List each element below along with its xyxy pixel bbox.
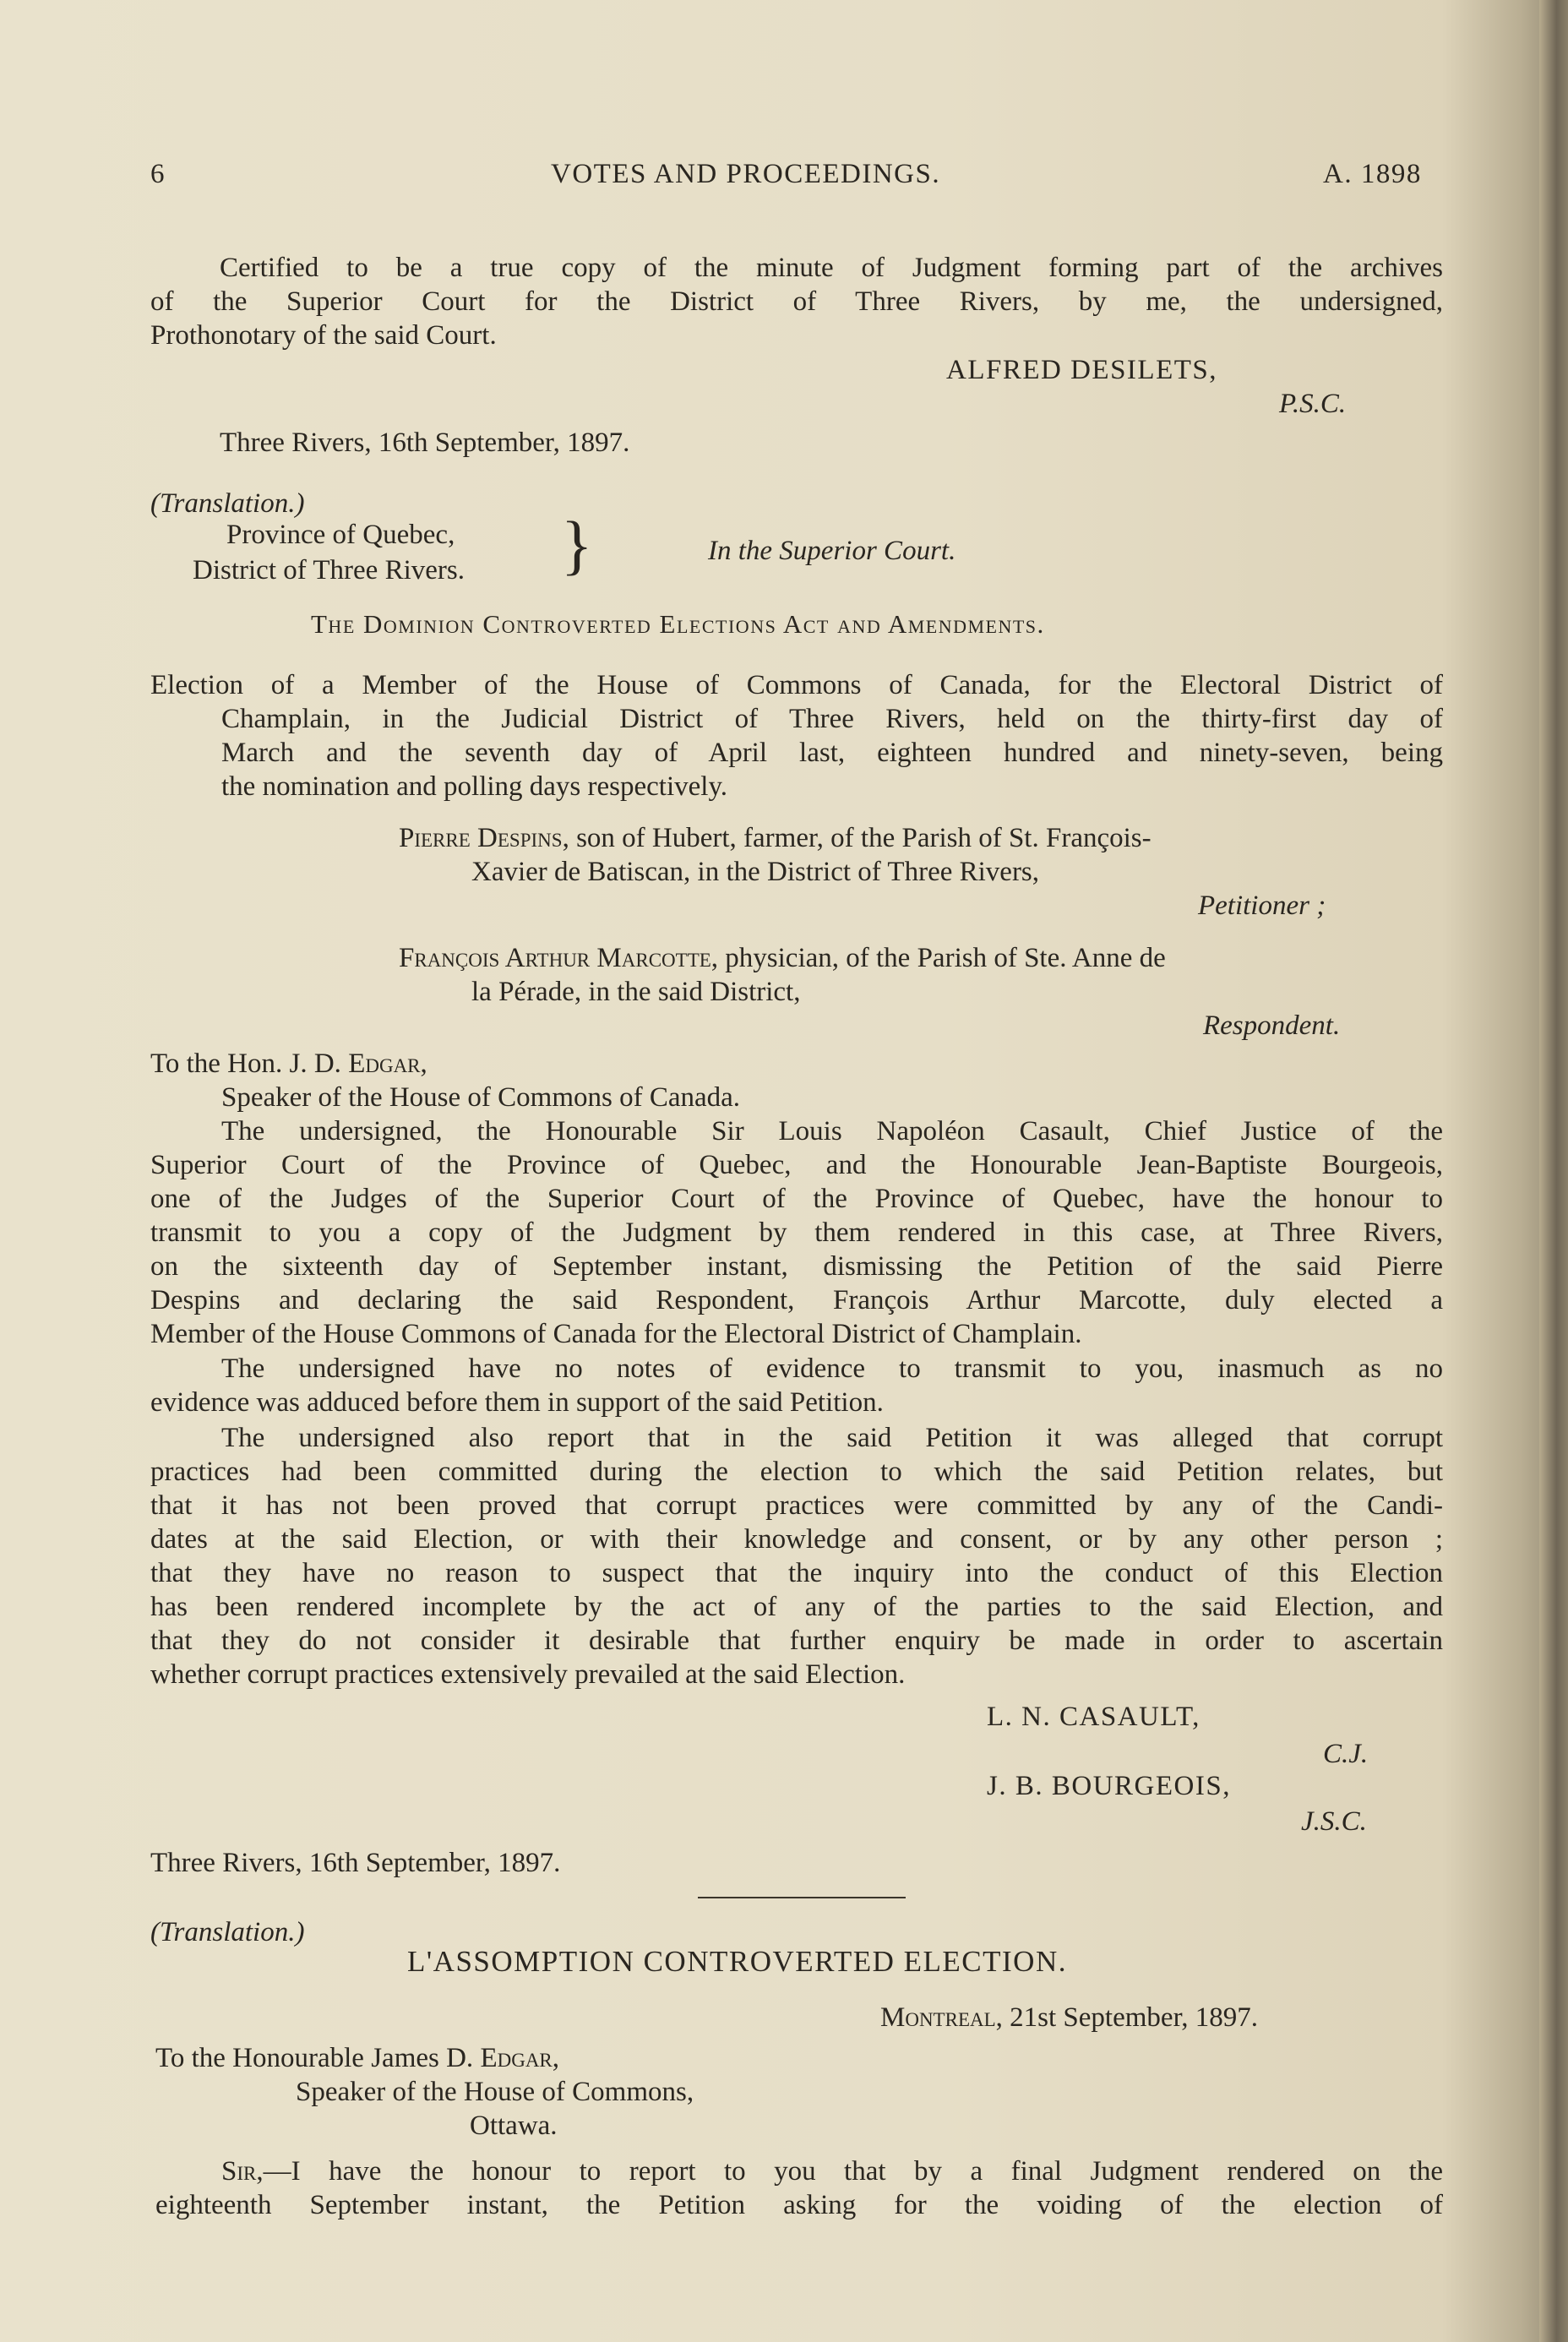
body-line-16: that they do not consider it desirable that further enquiry be made in order to ascertain: [150, 1626, 1443, 1656]
body-line-2: Superior Court of the Province of Quebec, and the Honourable Jean-Baptiste Bourgeois,: [150, 1150, 1443, 1180]
district-line: District of Three Rivers.: [193, 555, 465, 586]
election-line-3: March and the seventh day of April last, eighteen hundred and ninety-seven, being: [221, 738, 1443, 768]
addressee-line: [150, 1047, 427, 1081]
session-label: A. 1898: [1323, 159, 1422, 189]
body-line-17: whether corrupt practices extensively prevailed at the said Election.: [150, 1659, 906, 1690]
brace-icon: }: [561, 508, 593, 581]
page-number: 6: [150, 159, 165, 189]
dateline: [880, 2001, 1258, 2034]
province-line: Province of Quebec,: [226, 520, 455, 550]
translation-label-2: (Translation.): [150, 1917, 305, 1947]
letter-line-1-text: ,—I have the honour to report to you that by a final Judgment rendered on the: [256, 2156, 1443, 2187]
dateline-date: , 21st September, 1897.: [995, 2002, 1258, 2033]
certification-line-2: of the Superior Court for the District of Three Rivers, by me, the undersigned,: [150, 286, 1443, 317]
addressee-title: Speaker of the House of Commons of Canada.: [221, 1082, 741, 1113]
body-line-6: Despins and declaring the said Respondent, François Arthur Marcotte, duly elected a: [150, 1285, 1443, 1315]
body-line-5: on the sixteenth day of September instant, dismissing the Petition of the said Pierre: [150, 1251, 1443, 1282]
election-line-1: Election of a Member of the House of Commons of Canada, for the Electoral District of: [150, 670, 1443, 700]
letter-line-1: [221, 2154, 1443, 2188]
judgment-place-date: Three Rivers, 16th September, 1897.: [150, 1848, 561, 1878]
lassomption-heading: L'ASSOMPTION CONTROVERTED ELECTION.: [407, 1945, 1067, 1978]
act-heading: The Dominion Controverted Elections Act and Amendments.: [311, 609, 1045, 639]
petitioner-name: Pierre Despins: [399, 823, 563, 853]
respondent-line-2: la Pérade, in the said District,: [471, 977, 801, 1007]
dateline-place: Montreal: [880, 2002, 996, 2033]
petitioner-role: Petitioner ;: [1198, 891, 1326, 921]
certification-place-date: Three Rivers, 16th September, 1897.: [220, 428, 630, 458]
body-line-14: that they have no reason to suspect that the inquiry into the conduct of this Election: [150, 1558, 1443, 1588]
translation-label-1: (Translation.): [150, 488, 305, 519]
respondent-role: Respondent.: [1203, 1010, 1341, 1041]
petitioner-description: , son of Hubert, farmer, of the Parish of St. François-: [562, 823, 1152, 853]
addressee-line-2: [155, 2041, 559, 2075]
petitioner-line-1: [399, 821, 1152, 855]
salutation: Sir: [221, 2156, 257, 2187]
book-binding-edge: [1539, 0, 1568, 2342]
court-line: In the Superior Court.: [708, 536, 956, 566]
certification-line-3: Prothonotary of the said Court.: [150, 320, 497, 351]
body-line-12: that it has not been proved that corrupt practices were committed by any of the Candi-: [150, 1490, 1443, 1521]
running-title: VOTES AND PROCEEDINGS.: [551, 159, 941, 189]
certification-signer-title: P.S.C.: [1279, 389, 1347, 419]
body-line-4: transmit to you a copy of the Judgment by them rendered in this case, at Three Rivers,: [150, 1217, 1443, 1248]
addressee-prefix: To the Hon. J. D.: [150, 1048, 349, 1079]
judge-1-title: C.J.: [1323, 1739, 1369, 1769]
body-line-1: The undersigned, the Honourable Sir Louis Napoléon Casault, Chief Justice of the: [221, 1116, 1443, 1146]
certification-signer: ALFRED DESILETS,: [946, 355, 1217, 385]
addressee-name: Edgar: [348, 1048, 421, 1079]
addressee-2-city: Ottawa.: [470, 2111, 558, 2141]
body-line-7: Member of the House Commons of Canada for the Electoral District of Champlain.: [150, 1319, 1082, 1349]
judge-1-signature: L. N. CASAULT,: [987, 1702, 1200, 1732]
addressee-2-suffix: ,: [552, 2043, 560, 2073]
judge-2-title: J.S.C.: [1301, 1806, 1367, 1837]
section-divider: [698, 1897, 906, 1898]
body-line-3: one of the Judges of the Superior Court of the Province of Quebec, have the honour to: [150, 1184, 1443, 1214]
election-line-2: Champlain, in the Judicial District of Three Rivers, held on the thirty-first day of: [221, 704, 1443, 734]
body-line-15: has been rendered incomplete by the act of any of the parties to the said Election, and: [150, 1592, 1443, 1622]
body-line-10: The undersigned also report that in the said Petition it was alleged that corrupt: [221, 1423, 1443, 1453]
petitioner-line-2: Xavier de Batiscan, in the District of Three Rivers,: [471, 857, 1040, 887]
body-line-11: practices had been committed during the election to which the said Petition relates, but: [150, 1457, 1443, 1487]
letter-line-2: eighteenth September instant, the Petition asking for the voiding of the election of: [155, 2190, 1443, 2220]
respondent-line-1: [399, 941, 1166, 975]
respondent-name: François Arthur Marcotte: [399, 943, 711, 973]
addressee-suffix: ,: [420, 1048, 427, 1079]
body-line-9: evidence was adduced before them in support of the said Petition.: [150, 1387, 884, 1418]
addressee-2-name: Edgar: [480, 2043, 553, 2073]
election-line-4: the nomination and polling days respectively.: [221, 771, 728, 802]
addressee-2-title: Speaker of the House of Commons,: [296, 2077, 694, 2107]
addressee-2-prefix: To the Honourable James D.: [155, 2043, 481, 2073]
body-line-8: The undersigned have no notes of evidence to transmit to you, inasmuch as no: [221, 1353, 1443, 1384]
judge-2-signature: J. B. BOURGEOIS,: [987, 1771, 1231, 1801]
respondent-description: , physician, of the Parish of Ste. Anne de: [710, 943, 1166, 973]
body-line-13: dates at the said Election, or with their knowledge and consent, or by any other person ;: [150, 1524, 1443, 1555]
certification-line-1: Certified to be a true copy of the minute of Judgment forming part of the archives: [220, 253, 1443, 283]
